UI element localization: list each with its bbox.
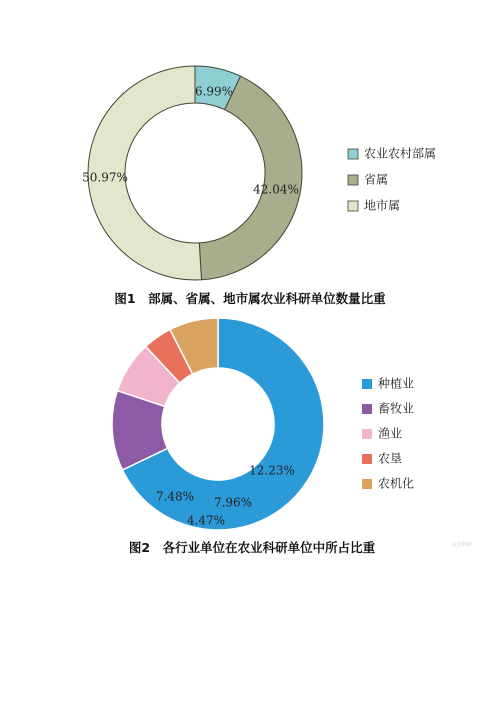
legend-label: 种植业 bbox=[378, 376, 415, 391]
legend-swatch bbox=[348, 175, 358, 185]
chart-title-industry: 图2 各行业单位在农业科研单位中所占比重 bbox=[128, 540, 376, 555]
watermark: 农业科研 bbox=[452, 542, 473, 548]
slice-data-label: 6.99% bbox=[194, 84, 234, 99]
slice-data-label: 12.23% bbox=[249, 463, 295, 478]
slice-data-label: 7.96% bbox=[213, 495, 253, 510]
legend-label: 地市属 bbox=[364, 198, 401, 213]
chart-title-affiliation: 图1 部属、省属、地市属农业科研单位数量比重 bbox=[114, 291, 386, 306]
slice-data-label: 4.47% bbox=[186, 513, 226, 528]
legend-label: 省属 bbox=[364, 172, 389, 187]
legend-swatch bbox=[362, 479, 372, 489]
slice-data-label: 7.48% bbox=[155, 489, 195, 504]
legend-swatch bbox=[348, 149, 358, 159]
legend-swatch bbox=[348, 201, 358, 211]
legend-swatch bbox=[362, 429, 372, 439]
slice-affiliation-1 bbox=[199, 76, 302, 280]
donut-chart-affiliation bbox=[82, 66, 302, 280]
legend-swatch bbox=[362, 454, 372, 464]
legend-label: 畜牧业 bbox=[378, 401, 415, 416]
slice-data-label: 50.97% bbox=[82, 170, 128, 185]
legend-label: 农业农村部属 bbox=[364, 146, 437, 161]
slice-data-label: 42.04% bbox=[253, 182, 299, 197]
legend-label: 农垦 bbox=[378, 451, 403, 466]
legend-label: 渔业 bbox=[378, 426, 403, 441]
legend-swatch bbox=[362, 404, 372, 414]
legend-swatch bbox=[362, 379, 372, 389]
legend-industry bbox=[362, 376, 414, 491]
legend-label: 农机化 bbox=[378, 476, 415, 491]
legend-affiliation bbox=[348, 146, 436, 213]
donut-chart-industry bbox=[112, 318, 324, 530]
